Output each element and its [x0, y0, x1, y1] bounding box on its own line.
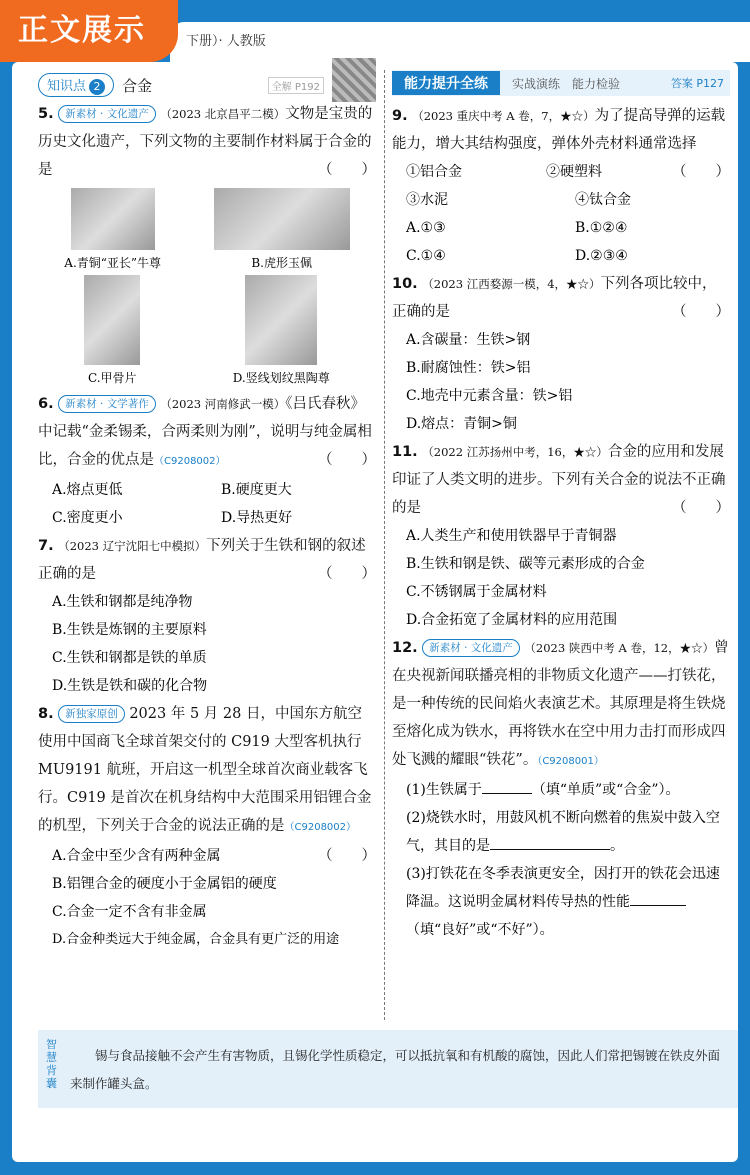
image-caption: A.青铜“亚长”牛尊 [64, 256, 162, 270]
option-b[interactable]: B.生铁和钢是铁、碳等元素形成的合金 [406, 556, 645, 572]
tip-text: 锡与食品接触不会产生有害物质，且锡化学性质稳定，可以抵抗氧和有机酸的腐蚀，因此人们常把锡镀在铁皮外面来制作罐头盒。 [70, 1048, 721, 1091]
q-source: （2023 北京昌平二模） [160, 107, 286, 121]
option-c[interactable]: C.生铁和钢都是铁的单质 [52, 650, 207, 666]
option-a[interactable]: A.合金中至少含有两种金属 [52, 848, 221, 864]
option-b[interactable]: B.硬度更大 [221, 482, 292, 498]
section-header [392, 70, 730, 96]
knowledge-title: 合金 [122, 76, 153, 95]
image-caption: C.甲骨片 [87, 371, 137, 385]
question-6 [38, 390, 376, 476]
answer-paren[interactable]: （ ） [318, 848, 376, 864]
black-pottery-zun-image [245, 275, 317, 365]
answer-blank[interactable] [482, 793, 532, 794]
book-subtitle: 下册）· 人教版 [186, 34, 266, 49]
q5-images-row2 [38, 275, 376, 386]
answer-blank[interactable] [490, 849, 610, 850]
answer-paren[interactable]: （ ） [672, 500, 730, 516]
q-source: （2023 辽宁沈阳七中模拟） [58, 539, 207, 553]
option-d[interactable]: D.生铁是铁和碳的化合物 [52, 678, 208, 694]
q-number: 9. [392, 108, 408, 124]
image-caption: B.虎形玉佩 [251, 256, 312, 270]
item-4: ④钛合金 [575, 192, 631, 208]
option-d[interactable]: D.导热更好 [221, 510, 293, 526]
tiger-jade-pendant-image [214, 188, 350, 250]
option-b[interactable]: B.铝锂合金的硬度小于金属铝的硬度 [52, 876, 277, 892]
option-a[interactable]: A.①③ [406, 220, 446, 236]
column-divider [384, 70, 385, 1020]
q12-sub-1 [392, 776, 730, 804]
page-title: 正文展示 [0, 0, 178, 62]
oracle-bone-image [84, 275, 140, 365]
q-source: （2023 重庆中考 A 卷，7，★☆） [412, 109, 595, 123]
q12-sub-3 [392, 860, 730, 944]
q-code: （C9208001） [537, 756, 604, 767]
q-number: 5. [38, 106, 54, 122]
knowledge-badge: 知识点 2 [38, 73, 114, 97]
q-number: 12. [392, 640, 418, 656]
image-option-d [233, 275, 330, 386]
image-option-a [64, 188, 161, 271]
image-caption: D.竖线划纹黑陶尊 [232, 371, 330, 385]
q-tag: 新素材 · 文化遗产 [422, 639, 520, 657]
q-number: 10. [392, 276, 418, 292]
q9-options [392, 214, 730, 242]
sub-text: 。 [610, 838, 624, 854]
q-text: 为了提高导弹的运载能力，增大其结构强度，弹体外壳材料通常选择 [392, 108, 726, 152]
q-source: （2023 河南修武一模） [160, 397, 286, 411]
q-number: 6. [38, 396, 54, 412]
question-7 [38, 532, 376, 588]
q5-images-row1 [38, 188, 376, 271]
right-column [392, 70, 730, 944]
sub-text: (2)烧铁水时，用鼓风机不断向燃着的焦炭中鼓入空气，其目的是 [406, 810, 720, 854]
answer-paren[interactable]: （ ） [318, 452, 376, 468]
section-subtitle-1: 实战演练 [512, 76, 561, 91]
q-tag: 新素材 · 文化遗产 [58, 105, 156, 123]
q9-items [392, 158, 672, 186]
knowledge-ref: 全解 P192 [268, 77, 324, 94]
sub-text: （填“良好”或“不好”）。 [406, 922, 554, 938]
q6-options [38, 476, 376, 504]
item-1: ①铝合金 [406, 164, 462, 180]
q-tag: 新独家原创 [58, 705, 125, 723]
tip-label: 智慧背囊 [46, 1038, 57, 1090]
option-a[interactable]: A.熔点更低 [52, 482, 123, 498]
section-subtitle-2: 能力检验 [572, 76, 621, 91]
option-a[interactable]: A.人类生产和使用铁器早于青铜器 [406, 528, 617, 544]
option-c[interactable]: C.地壳中元素含量：铁>铝 [406, 388, 573, 404]
answer-paren[interactable]: （ ） [672, 304, 730, 320]
qr-code-icon[interactable] [332, 58, 376, 102]
q-number: 11. [392, 444, 418, 460]
q-text: 曾在央视新闻联播亮相的非物质文化遗产——打铁花，是一种传统的民间焰火表演艺术。其原理是将生铁烧至熔化成为铁水，再将铁水在空中用力击打而形成四处飞溅的耀眼“铁花”。 [392, 640, 729, 768]
q-code: （C9208002） [154, 456, 226, 467]
question-10 [392, 270, 730, 326]
sub-text: (3)打铁花在冬季表演更安全，因打开的铁花会迅速降温。这说明金属材料传导热的性能 [406, 866, 720, 910]
option-d[interactable]: D.②③④ [575, 248, 628, 264]
option-b[interactable]: B.①②④ [575, 220, 628, 236]
q-text: 2023 年 5 月 28 日，中国东方航空使用中国商飞全球首架交付的 C919 大型客机执行 MU9191 航班，开启这一机型全球首次商业载客飞行。C919 是首次在机身结构中大范围采用铝锂合金的机型，下列关于合金的说法正确的是 [38, 706, 372, 834]
q-text: 下列关于生铁和钢的叙述正确的是 [38, 538, 366, 582]
option-d[interactable]: D.合金种类远大于纯金属，合金具有更广泛的用途 [52, 932, 340, 947]
question-11 [392, 438, 730, 522]
q-source: （2023 江西婺源一模，4，★☆） [422, 277, 601, 291]
q-tag: 新素材 · 文学著作 [58, 395, 156, 413]
q9-options-2 [392, 242, 730, 270]
option-d[interactable]: D.熔点：青铜>铜 [406, 416, 517, 432]
item-2: ②硬塑料 [546, 164, 602, 180]
option-c[interactable]: C.合金一定不含有非金属 [52, 904, 207, 920]
q12-sub-2 [392, 804, 730, 860]
option-c[interactable]: C.①④ [406, 248, 446, 264]
q-text: 下列各项比较中，正确的是 [392, 276, 717, 320]
section-title: 能力提升全练 [392, 71, 500, 95]
answer-paren[interactable]: （ ） [672, 164, 730, 180]
knowledge-number: 2 [89, 79, 105, 95]
q6-options-2 [38, 504, 376, 532]
answer-blank[interactable] [630, 905, 686, 906]
q9-items-2 [392, 186, 730, 214]
q-source: （2023 陕西中考 A 卷，12，★☆） [524, 641, 715, 655]
sub-text: （填“单质”或“合金”）。 [531, 782, 680, 798]
q-number: 7. [38, 538, 54, 554]
q-code: （C9208002） [284, 822, 357, 833]
knowledge-point-header [38, 70, 376, 100]
q-text: 合金的应用和发展印证了人类文明的进步。下列有关合金的说法不正确的是 [392, 444, 726, 516]
option-c[interactable]: C.密度更小 [52, 510, 123, 526]
left-column [38, 70, 376, 954]
question-12 [392, 634, 730, 776]
answer-paren[interactable]: （ ） [318, 162, 376, 178]
q-source: （2022 江苏扬州中考，16，★☆） [422, 445, 608, 459]
image-option-c [84, 275, 140, 386]
q-number: 8. [38, 706, 54, 722]
bronze-ox-zun-image [71, 188, 155, 250]
option-d[interactable]: D.合金拓宽了金属材料的应用范围 [406, 612, 618, 628]
q-text: 文物是宝贵的历史文化遗产，下列文物的主要制作材料属于合金的是 [38, 106, 373, 178]
question-5 [38, 100, 376, 184]
answer-page-ref: 答案 P127 [670, 77, 724, 90]
answer-paren[interactable]: （ ） [318, 566, 376, 582]
option-a[interactable]: A.生铁和钢都是纯净物 [52, 594, 193, 610]
image-option-b [214, 188, 350, 271]
q-text: 《吕氏春秋》中记载“金柔锡柔，合两柔则为刚”，说明与纯金属相比，合金的优点是 [38, 396, 372, 468]
sub-text: (1)生铁属于 [406, 782, 482, 798]
option-b[interactable]: B.耐腐蚀性：铁>铝 [406, 360, 531, 376]
tip-box [38, 1030, 738, 1108]
option-b[interactable]: B.生铁是炼钢的主要原料 [52, 622, 207, 638]
option-c[interactable]: C.不锈钢属于金属材料 [406, 584, 547, 600]
option-a[interactable]: A.含碳量：生铁>钢 [406, 332, 531, 348]
item-3: ③水泥 [406, 192, 448, 208]
